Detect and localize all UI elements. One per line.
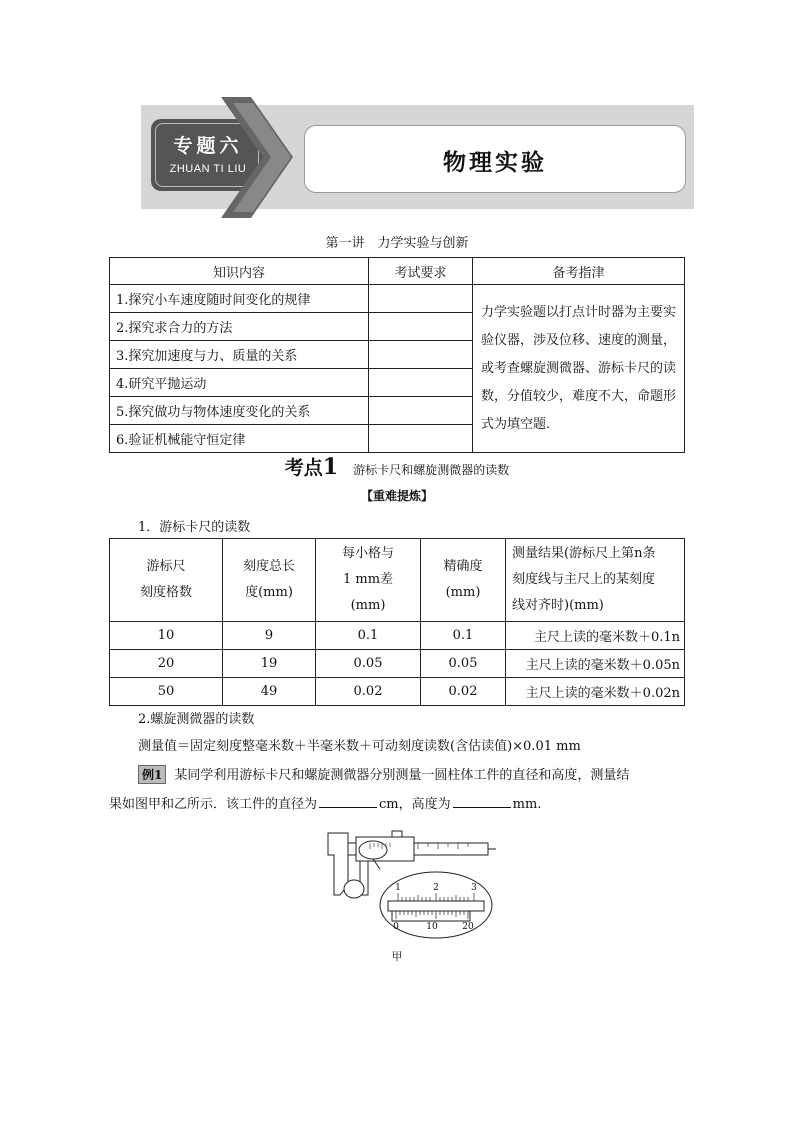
- header-cell: 每小格与 1 mm差 (mm): [316, 539, 421, 622]
- answer-blank[interactable]: [453, 795, 511, 808]
- knowledge-table: [109, 257, 685, 453]
- vernier-scale-label: 0: [393, 922, 399, 932]
- kaodian-label: 考点: [284, 457, 323, 479]
- section-tag: 【重难提炼】: [360, 489, 433, 503]
- header-cell: 测量结果(游标尺上第n条 刻度线与主尺上的某刻度 线对齐时)(mm): [506, 539, 685, 622]
- vernier-caliper-figure: [318, 825, 498, 943]
- main-scale-label: 3: [471, 883, 477, 893]
- table-row: 2.探究求合力的方法: [110, 313, 369, 341]
- table-row: 4.研究平抛运动: [110, 369, 369, 397]
- table-row: 50 49 0.02 0.02 主尺上读的毫米数＋0.02n: [110, 678, 685, 706]
- main-scale-label: 2: [433, 883, 439, 893]
- header-requirement: 考试要求: [369, 258, 473, 285]
- kaodian-title: 游标卡尺和螺旋测微器的读数: [353, 463, 510, 477]
- table-row: 3.探究加速度与力、质量的关系: [110, 341, 369, 369]
- example-line: [138, 764, 698, 784]
- chapter-banner: [141, 97, 694, 218]
- example-line: 果如图甲和乙所示．该工件的直径为 cm，高度为 mm.: [109, 797, 542, 812]
- example-tag: 例1: [138, 765, 166, 784]
- vernier-scale-label: 20: [462, 922, 474, 932]
- lecture-title: 第一讲 力学实验与创新: [325, 236, 469, 251]
- table-row: 6.验证机械能守恒定律: [110, 425, 369, 453]
- answer-blank[interactable]: [319, 795, 377, 808]
- table-row: 20 19 0.05 0.05 主尺上读的毫米数＋0.05n: [110, 650, 685, 678]
- table-row: 1.探究小车速度随时间变化的规律: [110, 285, 369, 313]
- kaodian-heading: [0, 453, 794, 480]
- section-heading: 1．游标卡尺的读数: [138, 520, 251, 535]
- topic-pinyin: ZHUAN TI LIU: [169, 163, 247, 175]
- header-guide: 备考指津: [473, 258, 685, 285]
- header-knowledge: 知识内容: [110, 258, 369, 285]
- section-heading: 2.螺旋测微器的读数: [138, 712, 255, 727]
- header-cell: 刻度总长 度(mm): [223, 539, 316, 622]
- header-cell: 游标尺 刻度格数: [110, 539, 223, 622]
- guide-note: 力学实验题以打点计时器为主要实验仪器，涉及位移、速度的测量，或考查螺旋测微器、游标卡尺的读数，分值较少，难度不大，命题形式为填空题.: [473, 285, 685, 453]
- page-title: 物理实验: [443, 150, 547, 176]
- header-cell: 精确度 (mm): [421, 539, 506, 622]
- vernier-scale-label: 10: [426, 922, 438, 932]
- main-scale-label: 1: [395, 883, 401, 893]
- example-text: 某同学利用游标卡尺和螺旋测微器分别测量一圆柱体工件的直径和高度，测量结: [174, 768, 630, 783]
- table-row: 10 9 0.1 0.1 主尺上读的毫米数＋0.1n: [110, 622, 685, 650]
- figure-caption: 甲: [391, 950, 403, 963]
- formula-text: 测量值＝固定刻度整毫米数＋半毫米数＋可动刻度读数(含估读值)×0.01 mm: [138, 739, 581, 754]
- table-row: 5.探究做功与物体速度变化的关系: [110, 397, 369, 425]
- topic-label: 专题六: [173, 135, 243, 157]
- kaodian-number: 1: [322, 454, 339, 480]
- vernier-table: [109, 538, 685, 706]
